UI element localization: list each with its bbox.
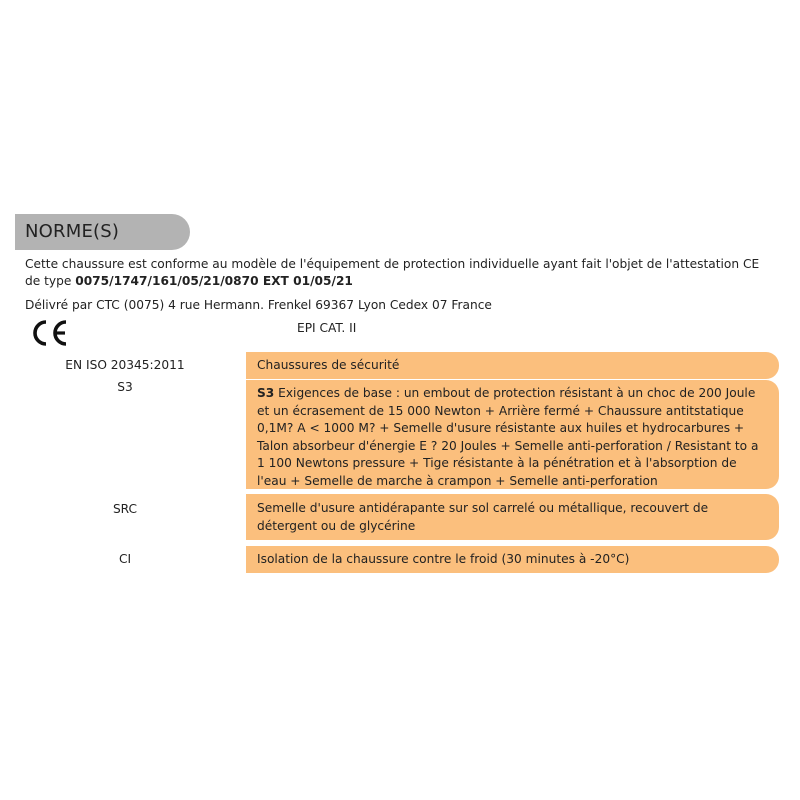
conformity-statement [25,256,775,290]
norm-description-text: Semelle d'usure antidérapante sur sol carrelé ou métallique, recouvert de détergent ou de glycérine [257,501,709,533]
norm-code: S3 [117,380,133,394]
norm-description [246,494,779,540]
norm-description [246,352,779,379]
section-title: NORME(S) [25,221,120,242]
epi-category: EPI CAT. II [297,321,357,335]
norm-description-text: Exigences de base : un embout de protection résistant à un choc de 200 Joule et un écrasement de 15 000 Newton + Arrière fermé + Chaussure antitstatique 0,1M? A < 1000 M? + Semelle d'usure résistante aux huiles et hydrocarbures + Talon absorbeur d'énergie E ? 20 Joules + Semelle anti-perforation / Resistant to a 1 100 Newtons pressure + Tige résistante à la pénétration et à l'absorption de l'eau + Semelle de marche à crampon + Semelle anti-perforation [257,386,759,488]
norm-code: CI [118,552,132,566]
norm-description [246,380,779,489]
norm-description-text: Isolation de la chaussure contre le froid (30 minutes à -20°C) [257,552,630,566]
certificate-number: 0075/1747/161/05/21/0870 EXT 01/05/21 [75,274,353,288]
norm-description [246,546,779,573]
ce-mark-icon [31,318,71,348]
delivered-by-statement: Délivré par CTC (0075) 4 rue Hermann. Frenkel 69367 Lyon Cedex 07 France [25,298,492,312]
norm-description-text: Chaussures de sécurité [257,358,400,372]
conformity-text: Cette chaussure est conforme au modèle de l'équipement de protection individuelle ayant fait l'objet de l'attestation CE de type [25,257,760,288]
norm-code: SRC [112,502,138,516]
norm-code: EN ISO 20345:2011 [65,358,185,372]
norm-description-prefix: S3 [257,386,275,400]
section-header-normes [15,214,190,250]
